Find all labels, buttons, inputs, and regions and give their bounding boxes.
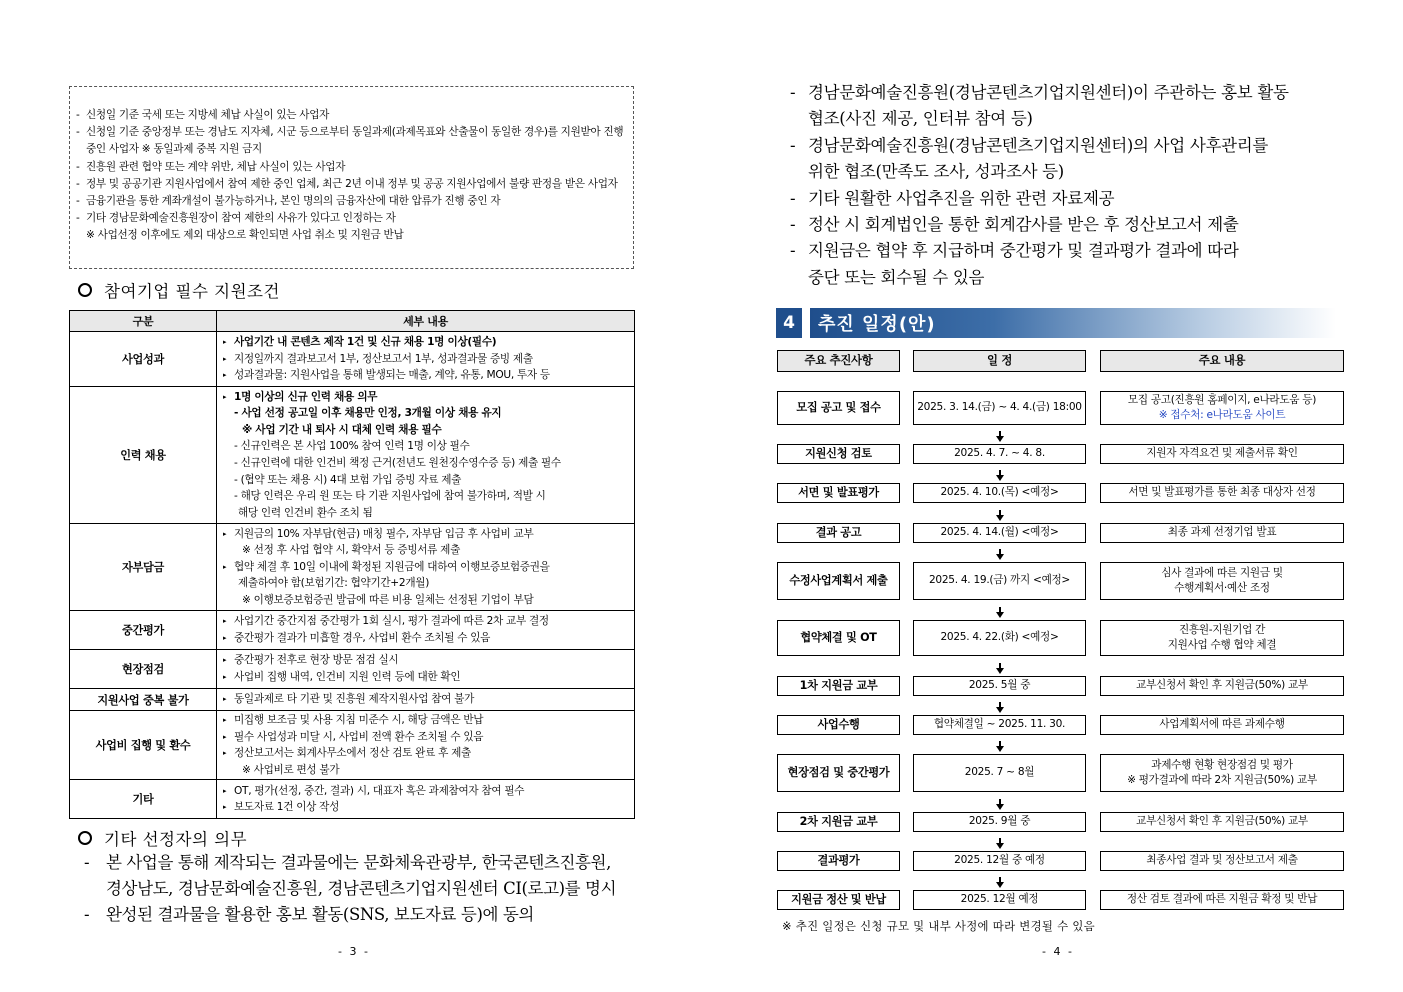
schedule-date: 2025. 5월 중 (913, 676, 1086, 696)
duty-line (84, 902, 654, 928)
dash-bullet: - (76, 126, 80, 139)
exclusion-text: 금융기관을 통한 계좌개설이 불가능하거나, 본인 명의의 금융자산에 대한 압류가 진행 중인 자 (86, 195, 501, 208)
detail-text: 협약 체결 후 10일 이내에 확정된 지원금에 대하여 이행보증보험증권을 (234, 560, 550, 573)
schedule-content (1100, 620, 1344, 656)
down-arrow-icon (996, 668, 1004, 674)
exclusion-item (76, 124, 627, 158)
down-arrow-icon (996, 554, 1004, 560)
dash-bullet: - (84, 853, 90, 872)
row-category: 인력 채용 (70, 387, 217, 524)
content-line: 진흥원-지원기업 간 (1178, 623, 1266, 636)
schedule-task: 모집 공고 및 접수 (777, 391, 900, 425)
triangle-bullet-icon: ▸ (223, 716, 227, 724)
section-heading-duties (78, 826, 247, 850)
obligation-line (790, 212, 1350, 238)
detail-line (223, 745, 630, 762)
exclusion-item (76, 193, 627, 210)
continued-obligations (790, 80, 1350, 291)
section-title: 추진 일정(안) (810, 308, 1336, 338)
row-detail (217, 689, 635, 711)
schedule-content (1100, 890, 1344, 910)
bullet-spacer (223, 422, 234, 439)
row-detail (217, 524, 635, 611)
obligation-text: 협조(사진 제공, 인터뷰 참여 등) (808, 109, 1033, 129)
row-category: 자부담금 (70, 524, 217, 611)
schedule-header: 주요 추진사항 (777, 350, 900, 372)
detail-text: 제출하여야 함(보험기간: 협약기간+2개월) (238, 577, 430, 590)
content-line: ※ 평가결과에 따라 2차 지원금(50%) 교부 (1127, 774, 1317, 786)
duty-text: 본 사업을 통해 제작되는 결과물에는 문화체육관광부, 한국콘텐츠진흥원, (106, 853, 611, 872)
dash-bullet: - (790, 83, 796, 102)
content-line: 최종사업 결과 및 정산보고서 제출 (1146, 854, 1298, 867)
dash-bullet: - (790, 135, 796, 155)
row-category: 기타 (70, 780, 217, 819)
exclusion-item (76, 107, 627, 124)
content-line: 지원자 자격요건 및 제출서류 확인 (1146, 447, 1298, 460)
detail-line (223, 542, 630, 559)
exclusion-item (76, 210, 627, 227)
section-heading-requirements (78, 278, 280, 302)
schedule-content (1100, 812, 1344, 832)
row-category: 지원사업 중복 불가 (70, 689, 217, 711)
page-3 (0, 0, 701, 992)
schedule-task: 지원금 정산 및 반납 (777, 890, 900, 910)
detail-text: OT, 평가(선정, 중간, 결과) 시, 대표자 혹은 과제참여자 참여 필수 (234, 784, 525, 797)
down-arrow-icon (996, 707, 1004, 713)
schedule-date: 2025. 4. 14.(월) <예정> (913, 523, 1086, 543)
schedule-content (1100, 483, 1344, 503)
obligation-text: 위한 협조(만족도 조사, 성과조사 등) (808, 162, 1064, 182)
dash-bullet: - (76, 177, 80, 190)
row-detail (217, 387, 635, 524)
bullet-spacer (223, 762, 234, 779)
dash-bullet (790, 159, 808, 185)
detail-text: 지정일까지 결과보고서 1부, 정산보고서 1부, 성과결과물 증빙 제출 (234, 352, 533, 365)
triangle-bullet-icon: ▸ (223, 732, 227, 741)
content-line: 서면 및 발표평가를 통한 최종 대상자 선정 (1128, 486, 1316, 499)
schedule-task: 수정사업계획서 제출 (777, 562, 900, 600)
schedule-content (1100, 562, 1344, 600)
triangle-bullet-icon: ▸ (223, 656, 227, 665)
triangle-bullet-icon: ▸ (223, 634, 227, 642)
detail-text: 정산보고서는 회계사무소에서 정산 검토 완료 후 제출 (234, 747, 471, 760)
schedule-header: 일 정 (913, 350, 1086, 372)
triangle-bullet-icon: ▸ (223, 803, 227, 812)
schedule-content (1100, 715, 1344, 735)
schedule-content (1100, 851, 1344, 871)
detail-text: 사업비 집행 내역, 인건비 지원 인력 등에 대한 확인 (234, 671, 461, 683)
section-title: 참여기업 필수 지원조건 (104, 282, 280, 301)
exclusion-text: 신청일 기준 중앙정부 또는 경남도 지자체, 시군 등으로부터 동일과제(과제목표와 산출물이 동일한 경우)를 지원받아 진행 중인 사업자 ※ 동일과제 중복 지원 금지 (86, 126, 624, 156)
obligation-line (790, 133, 1350, 159)
table-row (70, 332, 635, 387)
dash-bullet: - (790, 241, 796, 261)
detail-line (223, 799, 630, 816)
detail-line (223, 669, 630, 686)
detail-text: ※ 선정 후 사업 협약 시, 확약서 등 증빙서류 제출 (242, 544, 461, 557)
circle-bullet-icon (78, 831, 92, 845)
table-header-category: 구분 (70, 311, 217, 332)
duty-text: 완성된 결과물을 활용한 홍보 활동(SNS, 보도자료 등)에 동의 (106, 905, 534, 924)
down-arrow-icon (996, 475, 1004, 481)
detail-text: 성과결과물: 지원사업을 통해 발생되는 매출, 계약, 유통, MOU, 투자 등 (234, 369, 550, 382)
triangle-bullet-icon: ▸ (223, 562, 227, 571)
down-arrow-icon (996, 843, 1004, 849)
detail-text: 사업기간 내 콘텐츠 제작 1건 및 신규 채용 1명 이상(필수) (234, 336, 497, 349)
down-arrow-icon (996, 746, 1004, 752)
exclusion-text: 신청일 기준 국세 또는 지방세 체납 사실이 있는 사업자 (86, 109, 330, 121)
schedule-date: 2025. 4. 22.(화) <예정> (913, 620, 1086, 656)
down-arrow-icon (996, 882, 1004, 888)
exclusion-text: 정부 및 공공기관 지원사업에서 참여 제한 중인 업체, 최근 2년 이내 정부 및 공공 지원사업에서 불량 판정을 받은 사업자 (86, 177, 618, 190)
triangle-bullet-icon: ▸ (223, 392, 227, 401)
exclusion-list (76, 107, 627, 227)
exclusion-item (76, 159, 627, 176)
table-row (70, 650, 635, 689)
obligation-text: 기타 원활한 사업추진을 위한 관련 자료제공 (808, 188, 1115, 208)
schedule-date: 2025. 7 ~ 8월 (913, 754, 1086, 792)
content-line: 심사 결과에 따른 지원금 및 (1161, 566, 1283, 579)
schedule-task: 2차 지원금 교부 (777, 812, 900, 832)
detail-text: - 사업 선정 공고일 이후 채용만 인정, 3개월 이상 채용 유지 (234, 407, 502, 420)
detail-line (223, 783, 630, 800)
detail-line (223, 505, 630, 522)
bullet-spacer (223, 542, 234, 559)
detail-text: 동일과제로 타 기관 및 진흥원 제작지원사업 참여 불가 (234, 693, 475, 706)
detail-line (223, 405, 630, 422)
content-note: ※ 접수처: e나라도움 사이트 (1158, 409, 1286, 421)
row-detail (217, 332, 635, 387)
triangle-bullet-icon: ▸ (223, 371, 227, 380)
detail-text: - 신규인력은 본 사업 100% 참여 인력 1명 이상 필수 (234, 440, 470, 453)
down-arrow-icon (996, 612, 1004, 618)
detail-line (223, 334, 630, 351)
detail-text: 필수 사업성과 미달 시, 사업비 전액 환수 조치될 수 있음 (234, 730, 484, 743)
detail-text: ※ 이행보증보험증권 발급에 따른 비용 일체는 선정된 기업이 부담 (242, 593, 534, 606)
content-line: 수행계획서·예산 조정 (1174, 582, 1270, 594)
detail-line (223, 729, 630, 746)
triangle-bullet-icon: ▸ (223, 695, 227, 704)
obligation-text: 경남문화예술진흥원(경남콘텐츠기업지원센터)의 사업 사후관리를 (808, 135, 1269, 155)
page-number: - 3 - (338, 945, 370, 958)
schedule-content (1100, 444, 1344, 464)
dash-bullet: - (790, 215, 796, 235)
detail-line (223, 613, 630, 630)
detail-text: 미집행 보조금 및 사용 지침 미준수 시, 해당 금액은 반납 (234, 714, 484, 726)
row-category: 사업성과 (70, 332, 217, 387)
detail-text: 해당 인력 인건비 환수 조치 됨 (238, 506, 373, 519)
obligation-line (790, 186, 1350, 212)
page-number: - 4 - (1042, 945, 1074, 958)
schedule-task: 1차 지원금 교부 (777, 676, 900, 696)
detail-text: 사업기간 중간지점 중간평가 1회 실시, 평가 결과에 따른 2차 교부 결정 (234, 615, 549, 628)
duty-text: 경상남도, 경남문화예술진흥원, 경남콘텐츠기업지원센터 CI(로고)를 명시 (106, 879, 617, 898)
bullet-spacer (223, 455, 234, 472)
schedule-date: 2025. 4. 7. ~ 4. 8. (913, 444, 1086, 464)
content-line: 최종 과제 선정기업 발표 (1167, 526, 1277, 539)
schedule-date: 2025. 12월 예정 (913, 890, 1086, 910)
circle-bullet-icon (78, 283, 92, 297)
detail-line (223, 575, 630, 592)
detail-line (223, 762, 630, 779)
detail-line (223, 526, 630, 543)
schedule-task: 사업수행 (777, 715, 900, 735)
triangle-bullet-icon: ▸ (223, 338, 227, 347)
schedule-note: ※ 추진 일정은 신청 규모 및 내부 사정에 따라 변경될 수 있음 (782, 919, 1095, 933)
schedule-date: 2025. 3. 14.(금) ~ 4. 4.(금) 18:00 (913, 391, 1086, 425)
dash-bullet (790, 265, 808, 291)
triangle-bullet-icon: ▸ (223, 673, 227, 681)
table-row (70, 689, 635, 711)
table-row (70, 780, 635, 819)
obligation-line (790, 159, 1350, 185)
schedule-task: 협약체결 및 OT (777, 620, 900, 656)
schedule-content (1100, 391, 1344, 425)
detail-line (223, 712, 630, 729)
down-arrow-icon (996, 515, 1004, 521)
exclusion-item (76, 176, 627, 193)
obligation-line (790, 80, 1350, 106)
schedule-task: 결과 공고 (777, 523, 900, 543)
detail-text: - 해당 인력은 우리 원 또는 타 기관 지원사업에 참여 불가하며, 적발 시 (234, 490, 546, 503)
bullet-spacer (223, 505, 234, 522)
content-line: 모집 공고(진흥원 홈페이지, e나라도움 등) (1127, 393, 1317, 406)
bullet-spacer (223, 438, 234, 455)
obligation-text: 경남문화예술진흥원(경남콘텐츠기업지원센터)이 주관하는 홍보 활동 (808, 83, 1289, 102)
dash-bullet: - (790, 188, 796, 208)
down-arrow-icon (996, 804, 1004, 810)
table-row (70, 524, 635, 611)
section-band (776, 308, 1336, 338)
detail-line (223, 455, 630, 472)
schedule-header: 주요 내용 (1100, 350, 1344, 372)
detail-text: 보도자료 1건 이상 작성 (234, 801, 340, 814)
dash-bullet: - (76, 109, 80, 121)
schedule-task: 지원신청 검토 (777, 444, 900, 464)
schedule-content (1100, 523, 1344, 543)
detail-line (223, 389, 630, 406)
detail-text: - 신규인력에 대한 인건비 책정 근거(전년도 원천징수영수증 등) 제출 필수 (234, 457, 561, 469)
exclusion-text: 진흥원 관련 협약 또는 계약 위반, 체납 사실이 있는 사업자 (86, 160, 346, 173)
row-category: 현장점검 (70, 650, 217, 689)
obligation-line (790, 238, 1350, 264)
section-title: 기타 선정자의 의무 (104, 830, 248, 849)
bullet-spacer (223, 488, 234, 505)
schedule-task: 서면 및 발표평가 (777, 483, 900, 503)
row-detail (217, 611, 635, 650)
table-header-detail: 세부 내용 (217, 311, 635, 332)
dash-bullet: - (76, 195, 80, 208)
obligation-line (790, 106, 1350, 132)
schedule-date: 2025. 4. 10.(목) <예정> (913, 483, 1086, 503)
triangle-bullet-icon: ▸ (223, 786, 227, 795)
triangle-bullet-icon: ▸ (223, 354, 227, 363)
schedule-date: 2025. 9월 중 (913, 812, 1086, 832)
bullet-spacer (223, 575, 234, 592)
exclusion-box (69, 86, 634, 269)
table-row (70, 611, 635, 650)
obligation-text: 중단 또는 회수될 수 있음 (808, 267, 985, 287)
dash-bullet (84, 876, 106, 902)
dash-bullet (790, 106, 808, 132)
dash-bullet: - (76, 212, 80, 225)
bullet-spacer (223, 472, 234, 489)
schedule-date: 2025. 4. 19.(금) 까지 <예정> (913, 562, 1086, 600)
detail-line (223, 367, 630, 384)
detail-text: 중간평가 결과가 미흡할 경우, 사업비 환수 조치될 수 있음 (234, 632, 491, 644)
row-category: 사업비 집행 및 환수 (70, 711, 217, 780)
detail-text: 1명 이상의 신규 인력 채용 의무 (234, 390, 378, 403)
detail-line (223, 472, 630, 489)
detail-line (223, 422, 630, 439)
detail-text: - (협약 또는 채용 시) 4대 보험 가입 증빙 자료 제출 (234, 473, 462, 486)
exclusion-note: ※ 사업선정 이후에도 제외 대상으로 확인되면 사업 취소 및 지원금 반납 (86, 229, 404, 242)
page-4 (702, 0, 1403, 992)
row-detail (217, 780, 635, 819)
detail-line (223, 488, 630, 505)
duty-line (84, 876, 654, 902)
row-category: 중간평가 (70, 611, 217, 650)
detail-line (223, 559, 630, 576)
triangle-bullet-icon: ▸ (223, 529, 227, 538)
detail-text: 중간평가 전후로 현장 방문 점검 실시 (234, 654, 399, 667)
content-line: 정산 검토 결과에 따른 지원금 확정 및 반납 (1126, 893, 1318, 906)
row-detail (217, 711, 635, 780)
row-detail (217, 650, 635, 689)
duty-line (84, 850, 654, 876)
detail-text: 지원금의 10% 자부담(현금) 매칭 필수, 자부담 입금 후 사업비 교부 (234, 527, 534, 540)
bullet-spacer (223, 405, 234, 422)
table-row (70, 711, 635, 780)
obligation-text: 정산 시 회계법인을 통한 회계감사를 받은 후 정산보고서 제출 (808, 215, 1239, 235)
triangle-bullet-icon: ▸ (223, 617, 227, 626)
bullet-spacer (223, 592, 234, 609)
schedule-task: 결과평가 (777, 851, 900, 871)
detail-line (223, 592, 630, 609)
detail-line (223, 691, 630, 708)
obligation-line (790, 265, 1350, 291)
detail-line (223, 652, 630, 669)
content-line: 교부신청서 확인 후 지원금(50%) 교부 (1136, 679, 1308, 692)
requirements-table (69, 310, 635, 819)
content-line: 교부신청서 확인 후 지원금(50%) 교부 (1136, 815, 1308, 828)
detail-text: ※ 사업비로 편성 불가 (242, 763, 340, 776)
schedule-content (1100, 754, 1344, 792)
triangle-bullet-icon: ▸ (223, 749, 227, 758)
obligation-text: 지원금은 협약 후 지급하며 중간평가 및 결과평가 결과에 따라 (808, 241, 1239, 261)
dash-bullet: - (76, 160, 80, 173)
duty-list (84, 850, 654, 928)
detail-line (223, 351, 630, 368)
detail-text: ※ 사업 기간 내 퇴사 시 대체 인력 채용 필수 (242, 423, 442, 436)
content-line: 지원사업 수행 협약 체결 (1167, 639, 1277, 651)
schedule-task: 현장점검 및 중간평가 (777, 754, 900, 792)
detail-line (223, 438, 630, 455)
dash-bullet: - (84, 905, 90, 924)
table-row (70, 387, 635, 524)
section-number: 4 (776, 308, 802, 338)
content-line: 사업계획서에 따른 과제수행 (1159, 718, 1285, 731)
schedule-date: 2025. 12월 중 예정 (913, 851, 1086, 871)
content-line: 과제수행 현황 현장점검 및 평가 (1151, 758, 1293, 771)
exclusion-text: 기타 경남문화예술진흥원장이 참여 제한의 사유가 있다고 인정하는 자 (86, 212, 396, 225)
detail-line (223, 630, 630, 647)
down-arrow-icon (996, 436, 1004, 442)
schedule-date: 협약체결일 ~ 2025. 11. 30. (913, 715, 1086, 735)
schedule-content (1100, 676, 1344, 696)
